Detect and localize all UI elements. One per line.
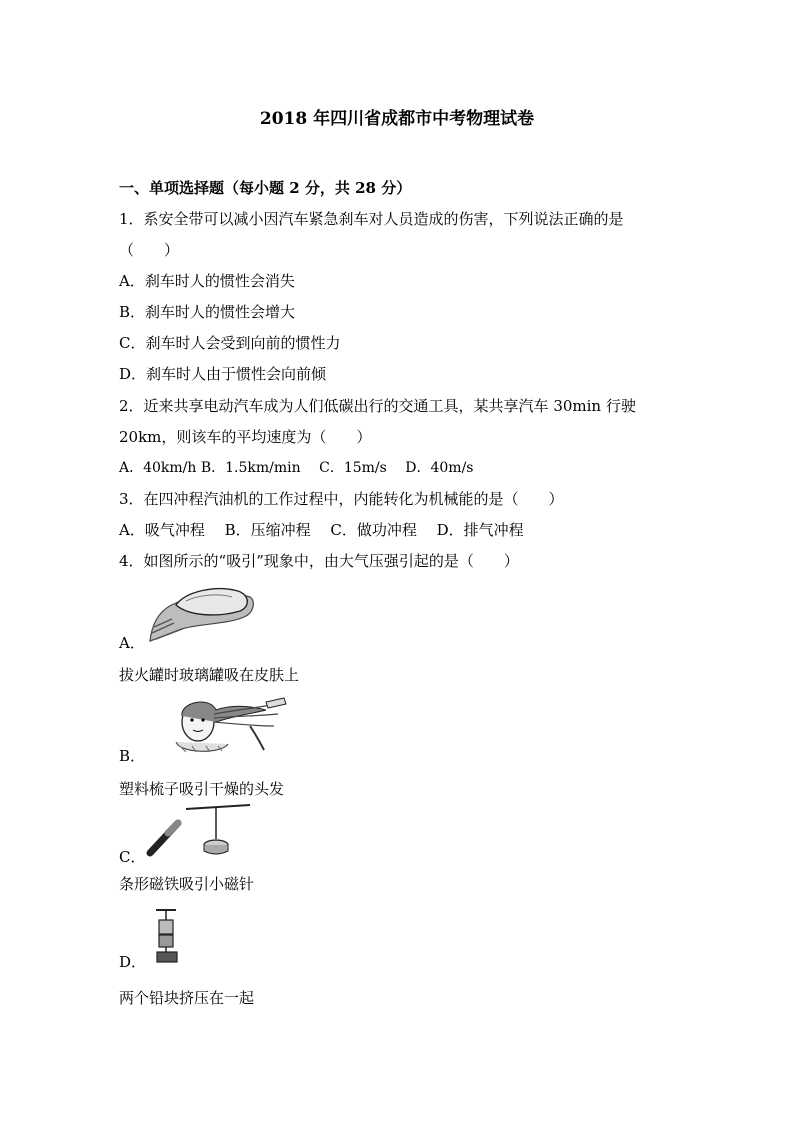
- q4-option-d-letter: D．: [119, 953, 147, 971]
- q2-stem: 2．近来共享电动汽车成为人们低碳出行的交通工具，某共享汽车 30min 行驶: [119, 397, 636, 415]
- q3-options: A．吸气冲程 B．压缩冲程 C．做功冲程 D．排气冲程: [119, 521, 524, 539]
- page-title: 2018 年四川省成都市中考物理试卷: [259, 109, 535, 129]
- magnet-needle-icon: [146, 801, 256, 859]
- q3-stem: 3．在四冲程汽油机的工作过程中，内能转化为机械能的是（ ）: [119, 490, 564, 508]
- q4-option-b-letter: B．: [119, 747, 146, 765]
- q4-option-c-letter: C．: [119, 848, 146, 866]
- q1-option-d: D．刹车时人由于惯性会向前倾: [119, 365, 327, 383]
- q1-stem: 1．系安全带可以减小因汽车紧急刹车对人员造成的伤害，下列说法正确的是: [119, 210, 624, 228]
- q4-option-d-caption: 两个铅块挤压在一起: [119, 989, 255, 1007]
- lead-blocks-icon: [150, 908, 186, 964]
- q1-blank: （ ）: [119, 241, 180, 259]
- q1-option-a: A．刹车时人的惯性会消失: [119, 272, 295, 290]
- q4-option-a-letter: A．: [119, 634, 145, 652]
- q1-option-b: B．刹车时人的惯性会增大: [119, 303, 296, 321]
- q4-option-b-caption: 塑料梳子吸引干燥的头发: [119, 780, 285, 798]
- q1-option-c: C．刹车时人会受到向前的惯性力: [119, 334, 341, 352]
- section-heading: 一、单项选择题（每小题 2 分，共 28 分）: [119, 179, 412, 197]
- q4-option-a-caption: 拔火罐时玻璃罐吸在皮肤上: [119, 666, 300, 684]
- comb-hair-icon: [146, 696, 288, 756]
- q4-stem: 4．如图所示的“吸引”现象中，由大气压强引起的是（ ）: [119, 552, 519, 570]
- cupping-icon: [146, 583, 258, 643]
- q2-options: A．40km/h B．1.5km/min C．15m/s D．40m/s: [119, 460, 474, 476]
- q2-stem-cont: 20km，则该车的平均速度为（ ）: [119, 428, 372, 446]
- q4-option-c-caption: 条形磁铁吸引小磁针: [119, 875, 255, 893]
